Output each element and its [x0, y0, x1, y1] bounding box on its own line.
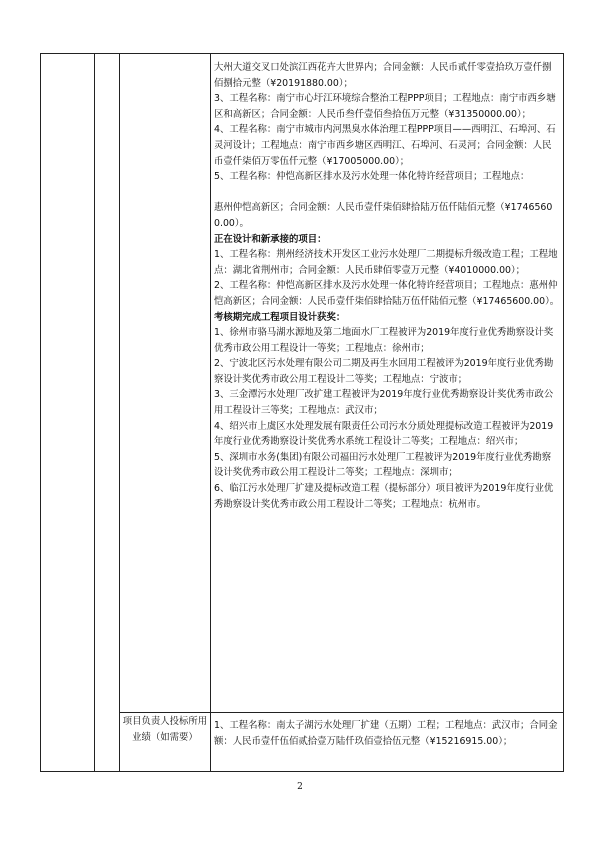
project-leader-item: 1、工程名称：南太子湖污水处理厂扩建（五期）工程；工程地点：武汉市；合同金额：人民币壹仟伍佰贰拾壹万陆仟玖佰壹拾伍元整（¥15216915.00）； — [214, 720, 558, 747]
table-border-bottom — [40, 771, 564, 772]
section-heading: 正在设计和新承接的项目： — [214, 233, 327, 245]
project-item: 3、工程名称：南宁市心圩江环境综合整治工程PPP项目；工程地点：南宁市西乡塘区和高新区；合同金额：人民币叁仟壹佰叁拾伍万元整（¥31350000.00）； — [214, 93, 556, 120]
project-item: 5、工程名称：仲恺高新区排水及污水处理一体化特许经营项目；工程地点： — [214, 171, 530, 183]
project-item: 2、宁波北区污水处理有限公司二期及再生水回用工程被评为2019年度行业优秀勘察设计奖优秀市政公用工程设计二等奖；工程地点：宁波市； — [214, 358, 554, 385]
page-number: 2 — [297, 782, 303, 792]
project-item: 3、三金潭污水处理厂改扩建工程被评为2019年度行业优秀勘察设计奖优秀市政公用工程设计三等奖；工程地点：武汉市； — [214, 389, 554, 417]
project-performance-cell — [214, 60, 560, 512]
table-divider-3 — [210, 53, 211, 771]
project-item: 2、工程名称：仲恺高新区排水及污水处理一体化特许经营项目；工程地点：惠州仲恺高新区；合同金额：人民币壹仟柒佰肆拾陆万伍仟陆佰元整（¥17465600.00）。 — [214, 280, 560, 307]
table-border-top — [40, 53, 564, 54]
table-row-divider — [119, 712, 564, 713]
project-item: 惠州仲恺高新区；合同金额：人民币壹仟柒佰肆拾陆万伍仟陆佰元整（¥17465600.00）。 — [214, 202, 553, 229]
project-item: 6、临江污水处理厂扩建及提标改造工程（提标部分）项目被评为2019年度行业优秀勘察设计奖优秀市政公用工程设计二等奖；工程地点：杭州市。 — [214, 483, 554, 510]
section-heading: 考核期完成工程项目设计获奖： — [214, 311, 346, 323]
project-item: 5、深圳市水务(集团)有限公司福田污水处理厂工程被评为2019年度行业优秀勘察设计奖优秀市政公用工程设计二等奖；工程地点：深圳市； — [214, 451, 552, 479]
project-item: 大州大道交叉口处滨江西花卉大世界内；合同金额：人民币贰仟零壹拾玖万壹仟捌佰捌拾元整（¥20191880.00）； — [214, 62, 552, 89]
project-item: 4、绍兴市上虞区水处理发展有限责任公司污水分质处理提标改造工程被评为2019年度行业优秀勘察设计奖优秀水系统工程设计二等奖；工程地点：绍兴市； — [214, 420, 554, 448]
project-item: 1、工程名称：荆州经济技术开发区工业污水处理厂二期提标升级改造工程；工程地点：湖北省荆州市；合同金额：人民币肆佰零壹万元整（¥4010000.00）； — [214, 249, 558, 276]
project-item: 1、徐州市骆马湖水源地及第二地面水厂工程被评为2019年度行业优秀勘察设计奖优秀市政公用工程设计一等奖；工程地点：徐州市； — [214, 327, 554, 354]
table-border-left — [40, 53, 41, 771]
table-divider-1 — [94, 53, 95, 771]
project-leader-label: 项目负责人投标所用业绩（如需要） — [122, 716, 208, 743]
table-divider-2 — [119, 53, 120, 771]
project-item — [214, 185, 560, 201]
table-border-right — [563, 53, 564, 771]
project-leader-performance — [214, 718, 560, 749]
project-item: 4、工程名称：南宁市城市内河黑臭水体治理工程PPP项目——西明江、石埠河、石灵河设计；工程地点：南宁市西乡塘区西明江、石埠河、石灵河；合同金额：人民币壹仟柒佰万零伍仟元整（¥17005000.00）； — [214, 124, 556, 167]
